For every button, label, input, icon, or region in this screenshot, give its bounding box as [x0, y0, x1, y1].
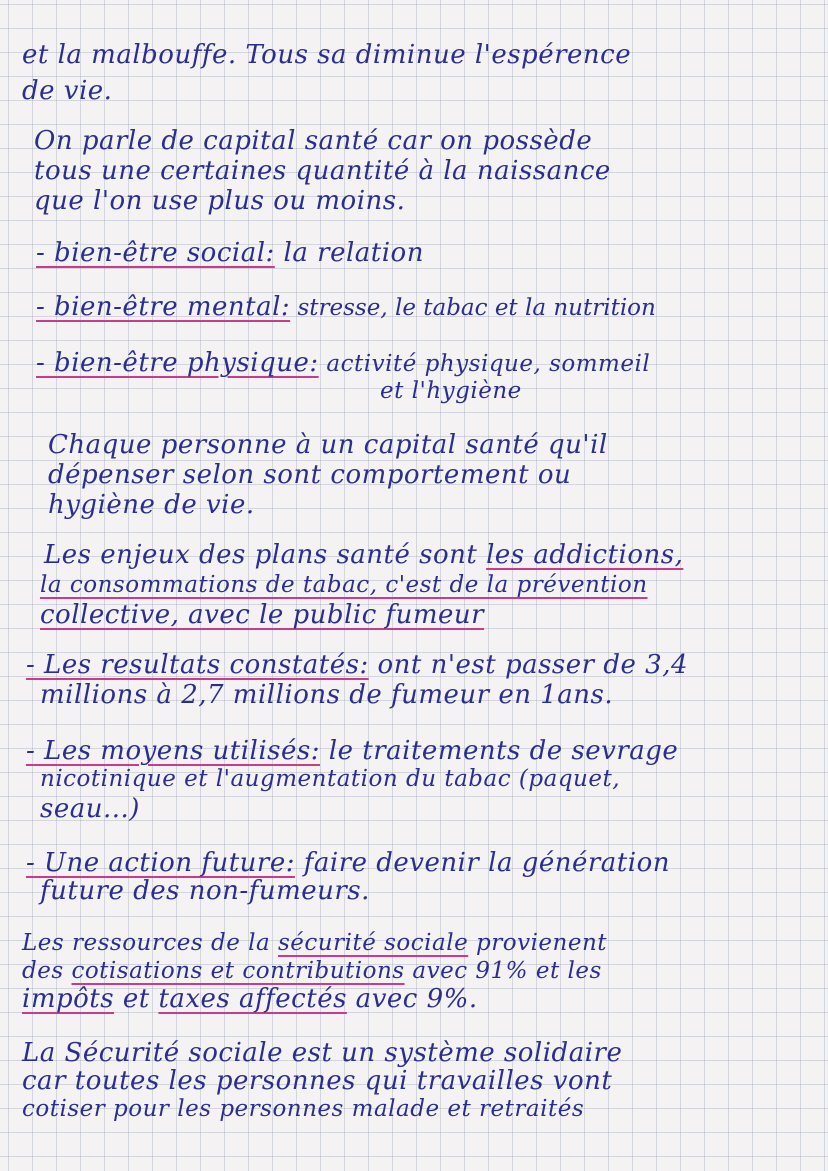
text-line: hygiène de vie. [48, 490, 255, 520]
bullet-heading: - Les moyens utilisés: [26, 736, 321, 766]
underlined-segment: les addictions, [486, 540, 684, 570]
text-line [22, 986, 478, 1012]
text-line: La Sécurité sociale est un système solidaire [22, 1038, 623, 1068]
bullet-continuation: et l'hygiène [380, 378, 522, 404]
text-segment: provienent [468, 930, 608, 956]
bullet-resultats [26, 652, 688, 678]
text-segment: avec 9%. [346, 984, 478, 1014]
text-line: que l'on use plus ou moins. [34, 186, 406, 216]
text-line [22, 930, 607, 956]
underlined-segment: sécurité sociale [278, 930, 469, 956]
bullet-action [26, 850, 670, 876]
underlined-segment: collective, avec le public fumeur [40, 600, 485, 630]
bullet-heading: - Les resultats constatés: [26, 650, 369, 680]
underlined-segment: la consommations de tabac, c'est de la prévention [40, 572, 648, 598]
text-line [44, 542, 683, 568]
underlined-segment: cotisations et contributions [71, 958, 405, 984]
text-line [22, 958, 602, 984]
bullet-text: stresse, le tabac et la nutrition [290, 295, 656, 321]
text-line: cotiser pour les personnes malade et retraités [22, 1096, 585, 1122]
text-segment: Les enjeux des plans santé sont [44, 540, 487, 570]
bullet-continuation: millions à 2,7 millions de fumeur en 1ans. [40, 680, 614, 710]
text-line: On parle de capital santé car on possède [34, 126, 593, 156]
bullet-text: faire devenir la génération [294, 848, 670, 878]
bullet-text: activité physique, sommeil [318, 351, 651, 377]
text-segment: avec 91% et les [404, 958, 602, 984]
text-line: Chaque personne à un capital santé qu'il [48, 430, 608, 460]
text-line [40, 572, 648, 598]
text-line: car toutes les personnes qui travailles vont [22, 1066, 613, 1096]
text-line: de vie. [22, 76, 113, 106]
bullet-physique [36, 350, 650, 377]
underlined-segment: taxes affectés [158, 984, 347, 1014]
bullet-continuation: seau...) [40, 794, 140, 824]
text-segment: des [22, 958, 72, 984]
bullet-heading: - bien-être mental: [36, 292, 291, 322]
bullet-mental [36, 294, 656, 321]
text-segment: Les ressources de la [22, 930, 278, 956]
text-segment: et [114, 984, 159, 1014]
bullet-heading: - bien-être physique: [36, 348, 319, 378]
bullet-heading: - bien-être social: [36, 238, 275, 268]
bullet-text: ont n'est passer de 3,4 [368, 650, 688, 680]
text-line: et la malbouffe. Tous sa diminue l'espérence [22, 40, 632, 70]
underlined-segment: impôts [22, 984, 115, 1014]
bullet-text: la relation [274, 238, 424, 268]
bullet-continuation: future des non-fumeurs. [40, 876, 370, 906]
bullet-moyens [26, 738, 678, 764]
bullet-continuation: nicotinique et l'augmentation du tabac (paquet, [40, 766, 621, 792]
bullet-text: le traitements de sevrage [320, 736, 679, 766]
text-line [40, 602, 484, 628]
text-line: dépenser selon sont comportement ou [48, 460, 572, 490]
text-line: tous une certaines quantité à la naissance [34, 156, 611, 186]
bullet-social [36, 240, 424, 266]
bullet-heading: - Une action future: [26, 848, 295, 878]
